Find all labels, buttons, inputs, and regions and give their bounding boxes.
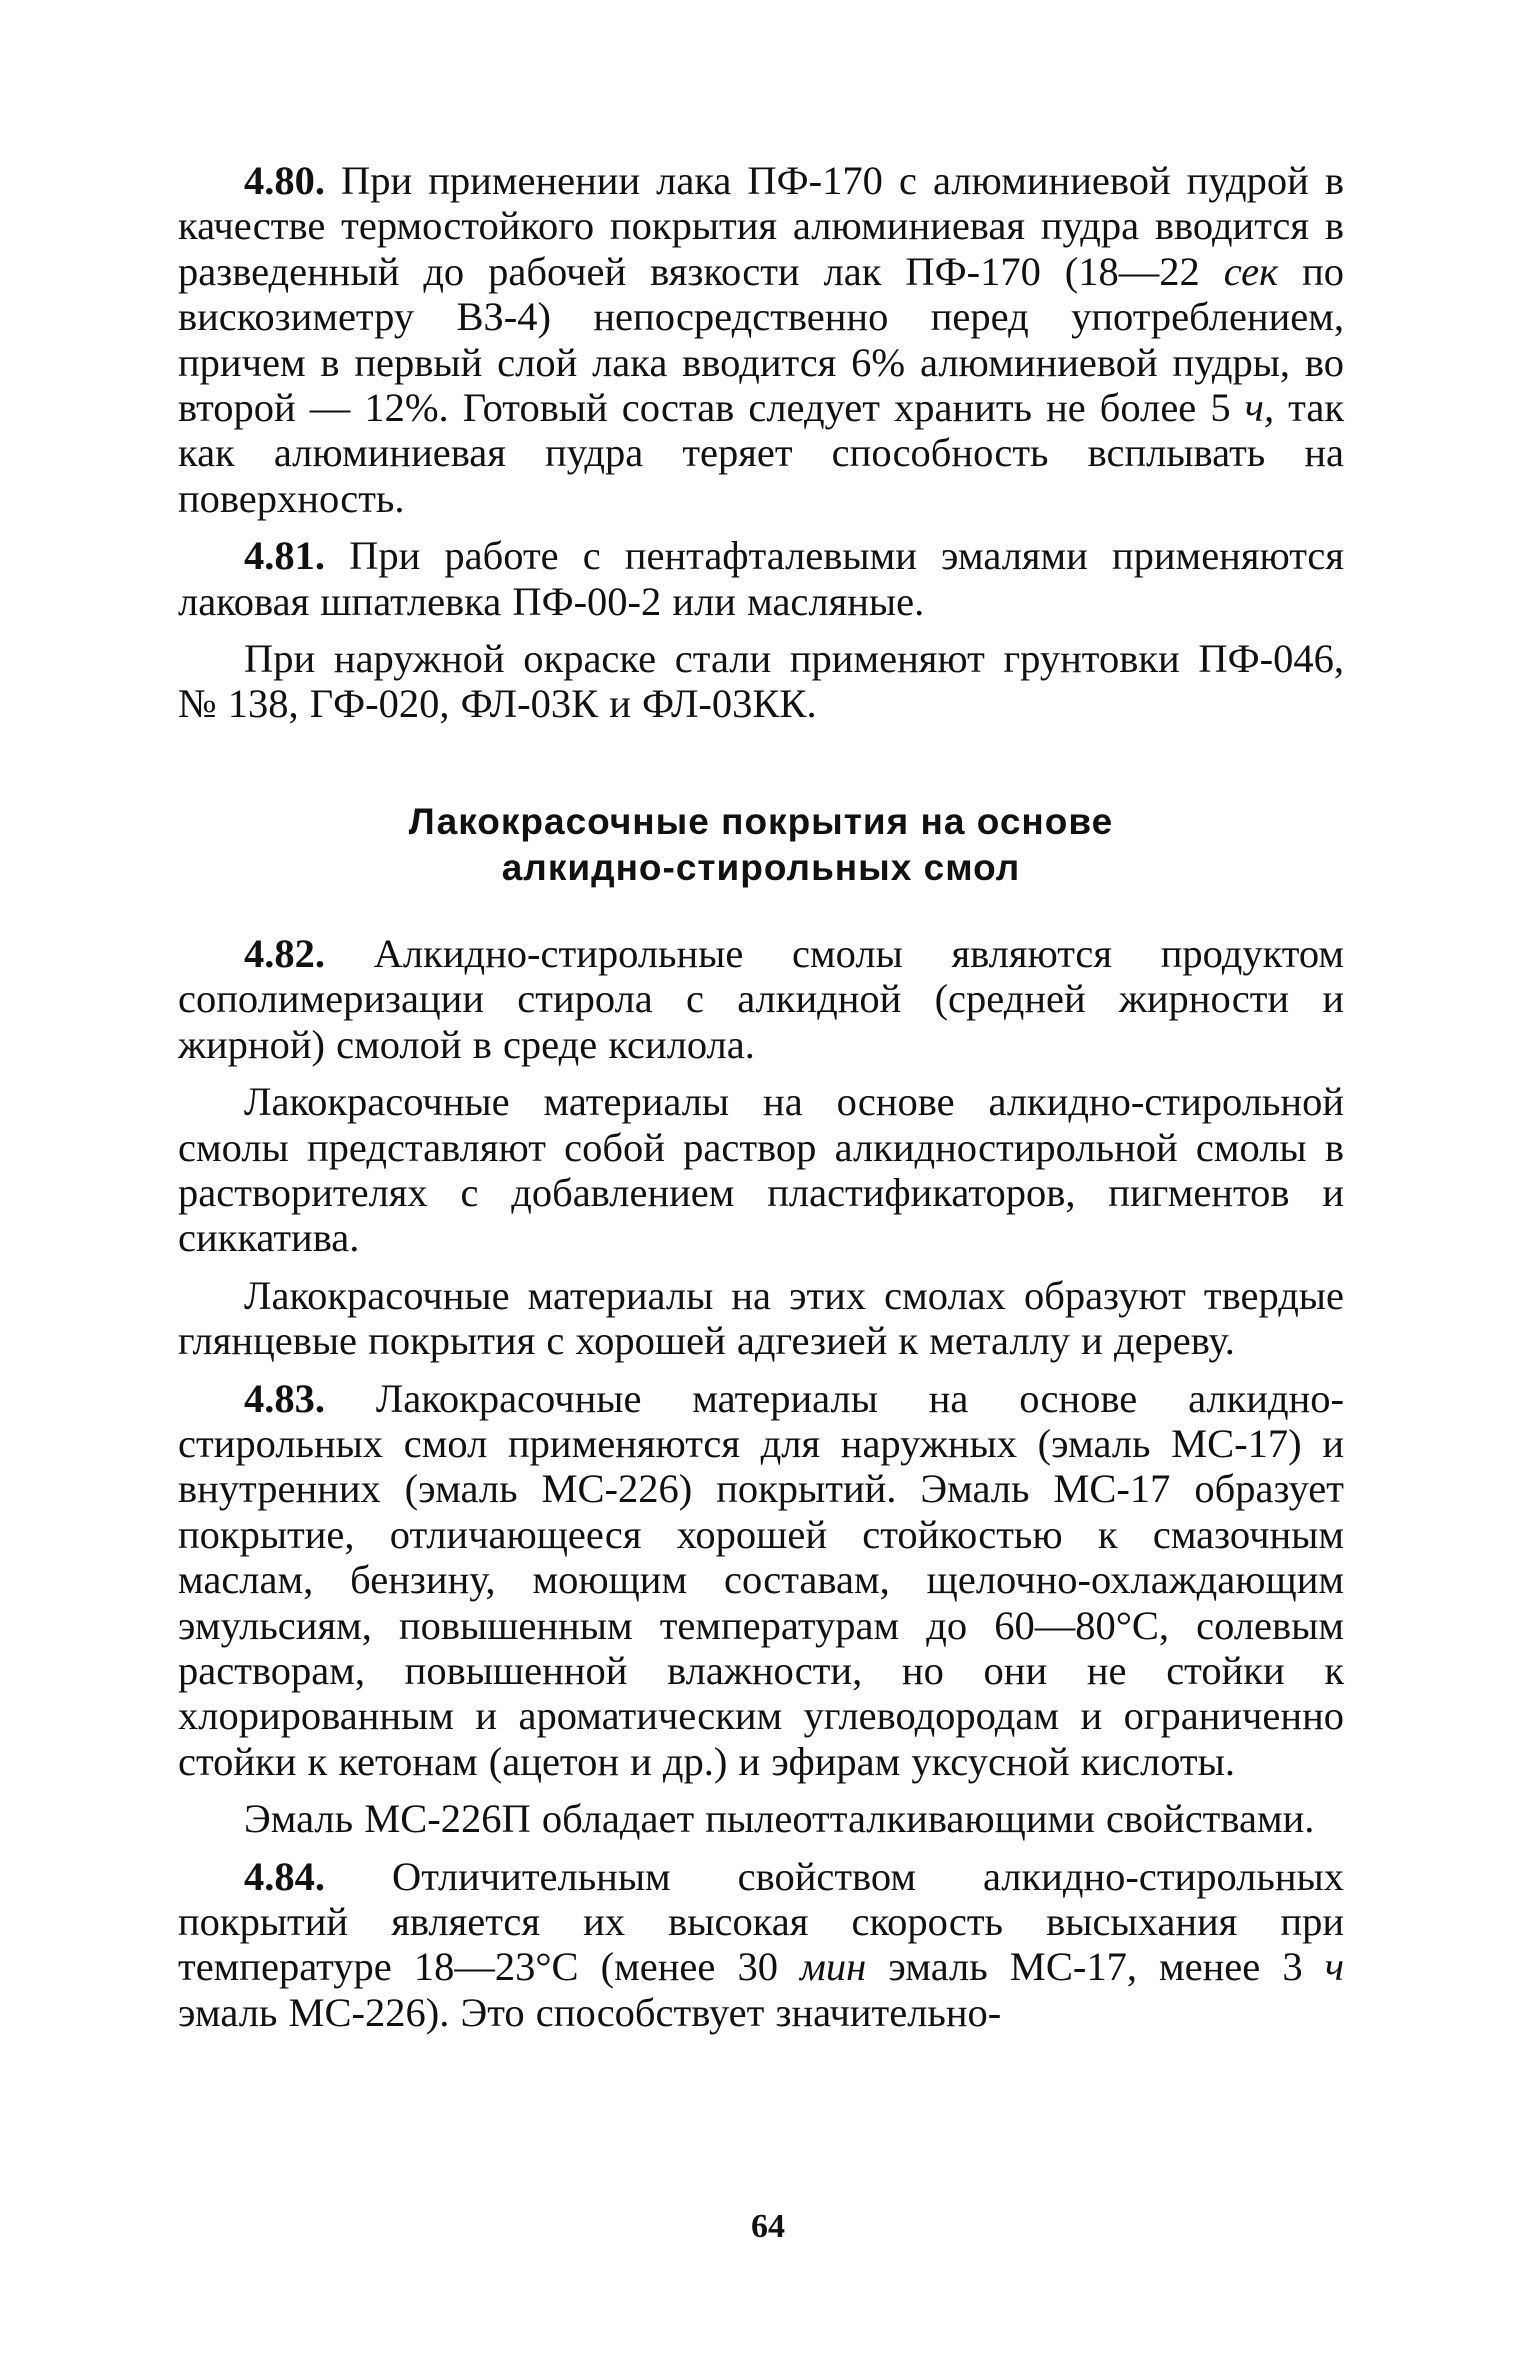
clause-number: 4.82. [244, 930, 325, 976]
paragraph-4-81 [178, 533, 1344, 624]
heading-line-1: Лакокрасочные покрытия на основе [408, 800, 1114, 842]
paragraph-4-81-primers: При наружной окраске стали применяют грунтовки ПФ-046, № 138, ГФ-020, ФЛ-03К и ФЛ-03КК. [178, 636, 1344, 727]
paragraph-4-82-coatings: Лакокрасочные материалы на этих смолах образуют твердые глянцевые покрытия с хорошей адгезией к металлу и дереву. [178, 1272, 1344, 1364]
text-run: Алкидно-стирольные смолы являются продуктом сополимеризации стирола с алкидной (средней жирности и жирной) смолой в среде ксилола. [178, 930, 1344, 1067]
paragraph-4-84 [178, 1854, 1344, 2036]
italic-unit: ч, [1244, 385, 1275, 431]
clause-number: 4.81. [244, 533, 325, 579]
paragraph-4-80 [178, 158, 1344, 521]
italic-unit: ч [1324, 1944, 1345, 1990]
heading-line-2: алкидно-стирольных смол [501, 846, 1021, 888]
paragraph-4-82-materials: Лакокрасочные материалы на основе алкидно-стирольной смолы представляют собой раствор алкидностирольной смолы в растворителях с добавлением пластификаторов, пигментов и сиккатива. [178, 1079, 1344, 1261]
paragraph-4-83-ms226p: Эмаль МС-226П обладает пылеотталкивающими свойствами. [244, 1796, 1315, 1842]
paragraph-4-83 [178, 1376, 1344, 1785]
clause-number: 4.83. [244, 1375, 325, 1421]
text-run: по вискозиметру ВЗ-4) непосредственно перед употреблением, причем в первый слой лака вводится 6% алюминиевой пудры, во второй — 12%. Готовый состав следует хранить не более 5 [178, 248, 1344, 431]
text-run: эмаль МС-226). Это способствует значительно- [178, 1989, 1002, 2035]
clause-number: 4.84. [244, 1853, 325, 1899]
clause-number: 4.80. [244, 158, 325, 203]
text-run: Лакокрасочные материалы на основе алкидно-стирольных смол применяются для наружных (эмаль МС-17) и внутренних (эмаль МС-226) покрытий. Эмаль МС-17 образует покрытие, отличающееся хорошей стойкостью к смазочным маслам, бензину, моющим составам, щелочно-охлаждающим эмульсиям, повышенным температурам до 60—80°С, солевым растворам, повышенной влажности, но они не стойки к хлорированным и ароматическим углеводородам и ограниченно стойки к кетонам (ацетон и др.) и эфирам уксусной кислоты. [178, 1375, 1344, 1784]
text-run: При применении лака ПФ-170 с алюминиевой пудрой в качестве термостойкого покрытия алюминиевая пудра вводится в разведенный до рабочей вязкости лак ПФ-170 (18—22 [178, 158, 1344, 294]
text-run: эмаль МС-17, менее 3 [866, 1944, 1325, 1990]
text-run: При работе с пентафталевыми эмалями применяются лаковая шпатлевка ПФ-00-2 или масляные. [178, 533, 1344, 624]
section-heading [178, 799, 1344, 891]
italic-unit: сек [1223, 248, 1279, 294]
paragraph-4-82 [178, 931, 1344, 1067]
italic-unit: мин [800, 1944, 867, 1990]
page-body [178, 158, 1344, 2035]
text-run: так как алюминиевая пудра теряет способность всплывать на поверхность. [178, 385, 1344, 521]
page-number: 64 [751, 2208, 785, 2245]
text-run: Отличительным свойством алкидно-стирольных покрытий является их высокая скорость высыхания при температуре 18—23°С (менее 30 [178, 1853, 1344, 1990]
